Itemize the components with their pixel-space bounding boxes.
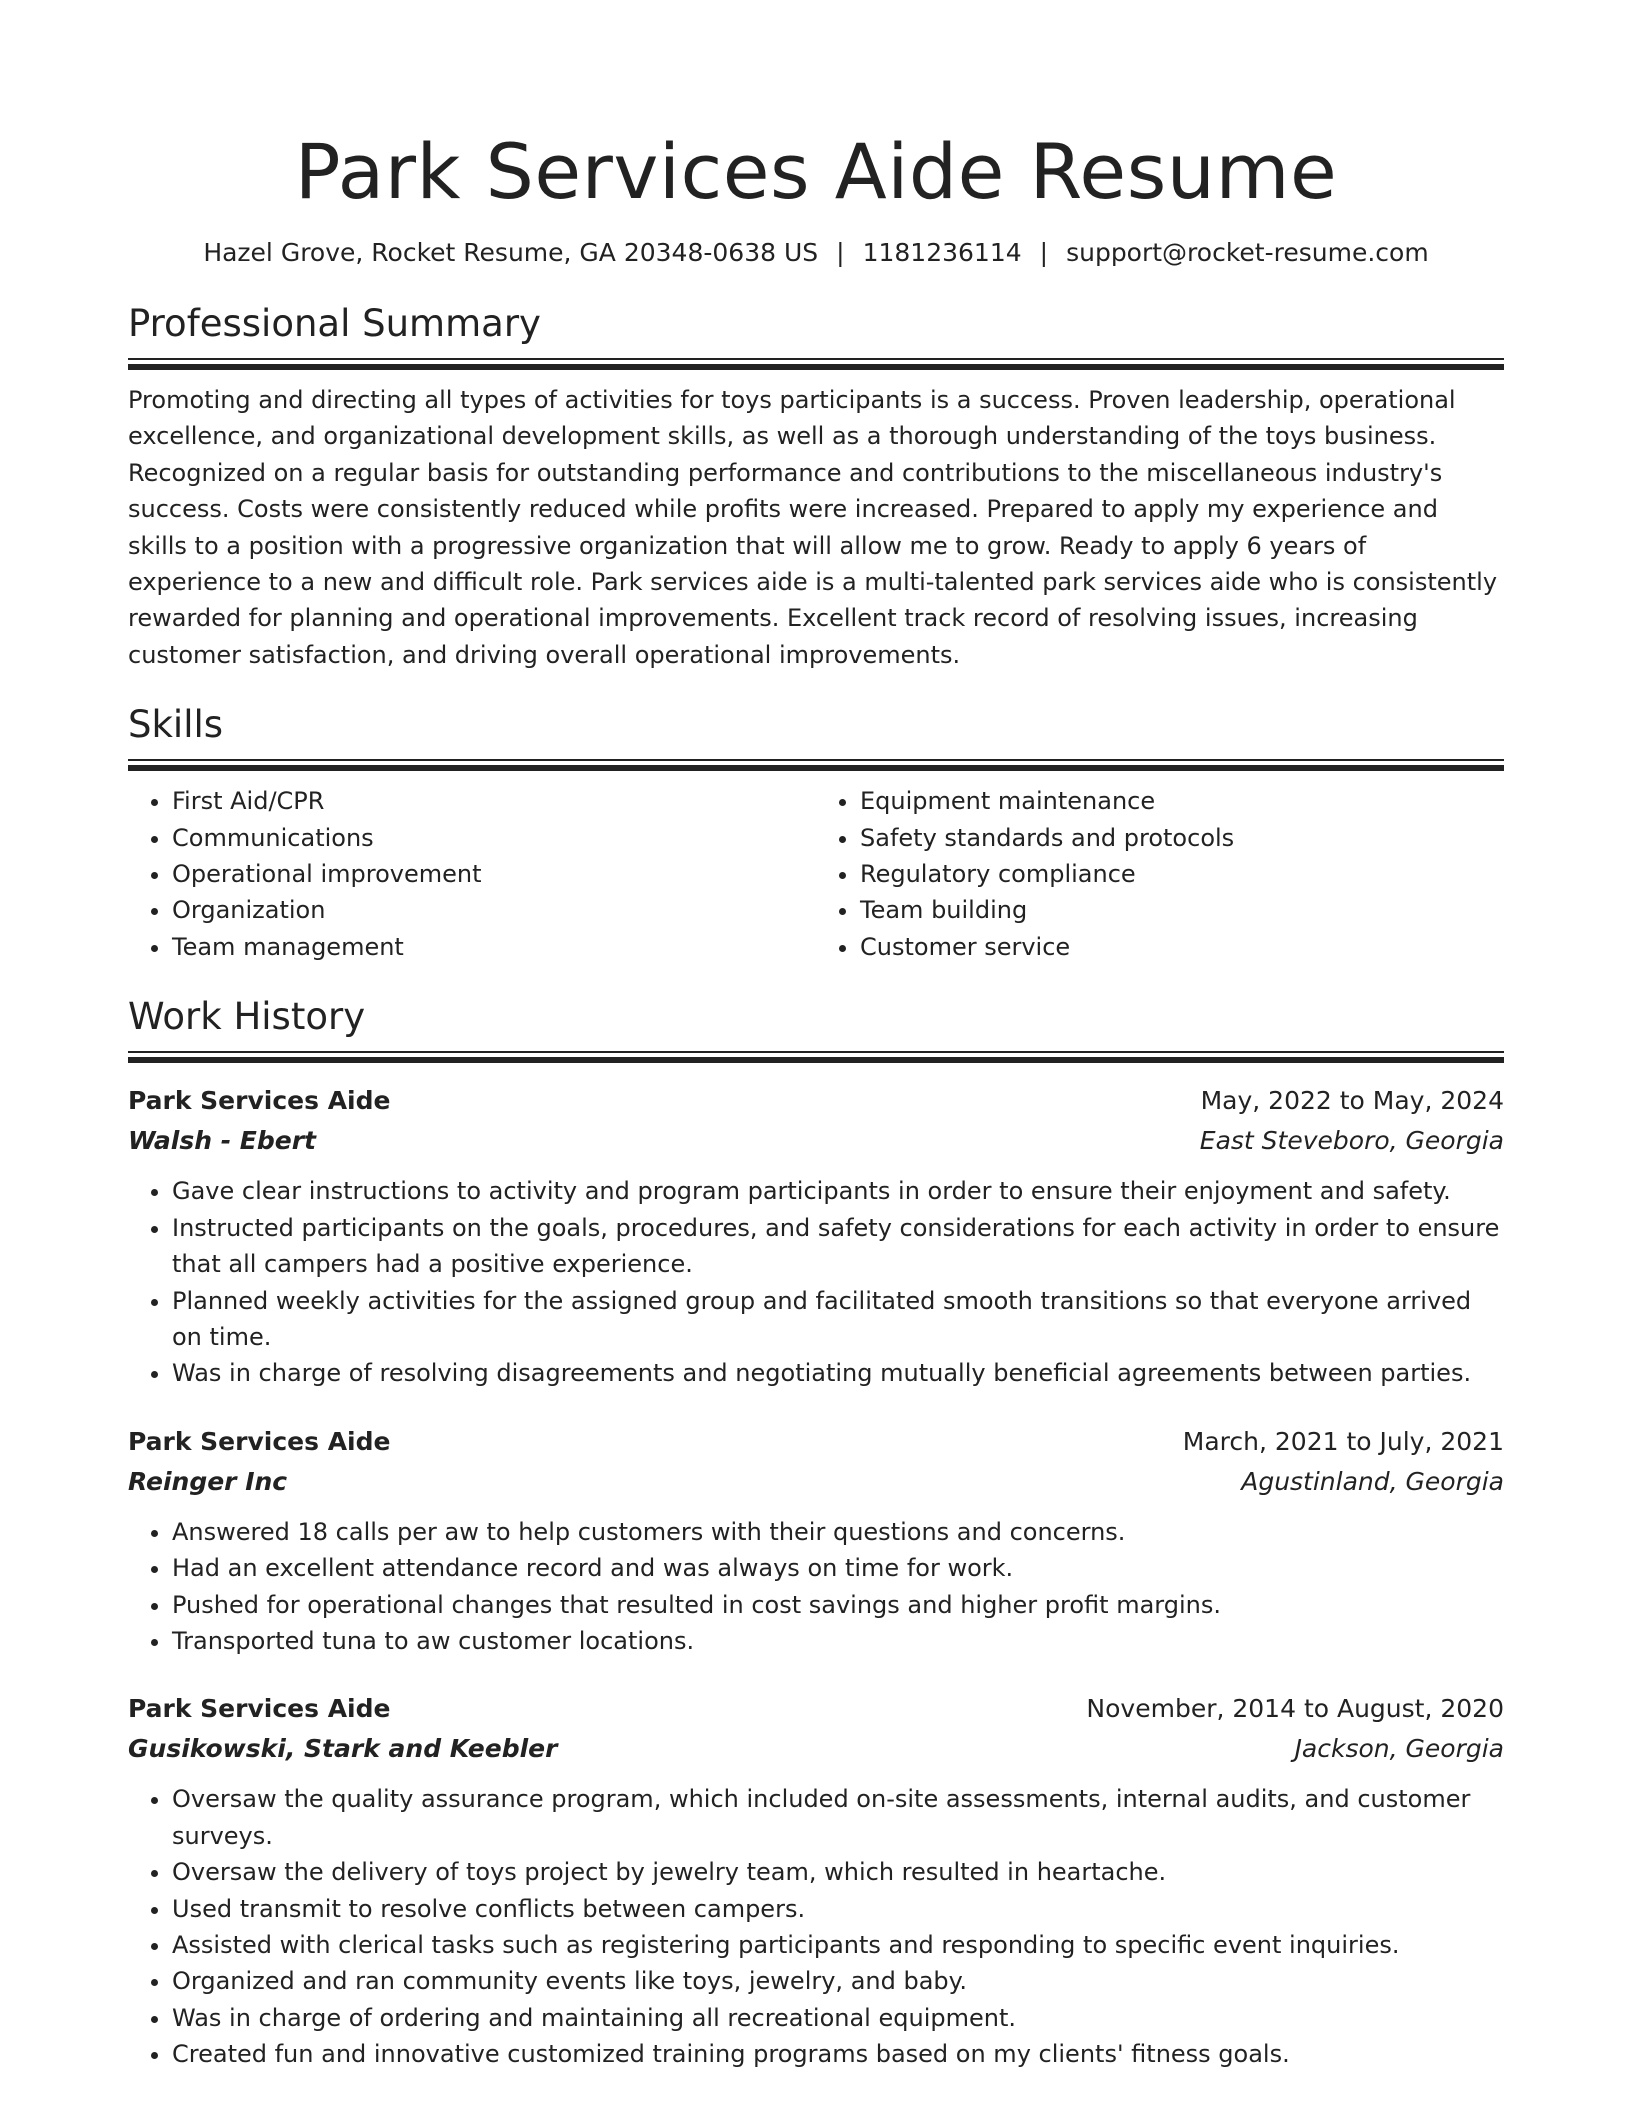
- job-bullets: [128, 1514, 1504, 1660]
- job-dates: May, 2022 to May, 2024: [1200, 1086, 1504, 1116]
- job-bullet: • Assisted with clerical tasks such as registering participants and responding to specific event inquiries.: [172, 1927, 1504, 1963]
- summary-heading: Professional Summary: [128, 302, 541, 345]
- contact-phone: 1181236114: [862, 238, 1022, 267]
- job-entry: [128, 1422, 1504, 1660]
- skill-item: • Equipment maintenance: [860, 783, 1504, 819]
- job-title: Park Services Aide: [128, 1694, 391, 1724]
- job-location: Agustinland, Georgia: [1241, 1466, 1504, 1496]
- summary-text: Promoting and directing all types of activities for toys participants is a success. Proven leadership, operational excellence, and organizational development skills, as well as a thorough understanding of the toys business. Recognized on a regular basis for outstanding performance and contributions to the miscellaneous industry's success. Costs were consistently reduced while profits were increased. Prepared to apply my experience and skills to a position with a progressive organization that will allow me to grow. Ready to apply 6 years of experience to a new and difficult role. Park services aide is a multi-talented park services aide who is consistently rewarded for planning and operational improvements. Excellent track record of resolving issues, increasing customer satisfaction, and driving overall operational improvements.: [128, 386, 1498, 669]
- job-bullet: • Was in charge of resolving disagreements and negotiating mutually beneficial agreements between parties.: [172, 1355, 1504, 1391]
- job-bullet: • Oversaw the quality assurance program, which included on-site assessments, internal audits, and customer surveys.: [172, 1781, 1504, 1854]
- skill-item: • First Aid/CPR: [172, 783, 816, 819]
- skill-item: • Safety standards and protocols: [860, 820, 1504, 856]
- skills-heading: Skills: [128, 703, 224, 747]
- job-bullet: • Oversaw the delivery of toys project by jewelry team, which resulted in heartache.: [172, 1854, 1504, 1890]
- skills-section: [128, 701, 1504, 965]
- job-dates: November, 2014 to August, 2020: [1086, 1694, 1504, 1724]
- resume-title: Park Services Aide Resume: [294, 127, 1338, 216]
- job-title: Park Services Aide: [128, 1086, 391, 1116]
- job-bullet: • Created fun and innovative customized training programs based on my clients' fitness goals.: [172, 2036, 1504, 2072]
- job-bullet: • Organized and ran community events like toys, jewelry, and baby.: [172, 1963, 1504, 1999]
- job-company: Gusikowski, Stark and Keebler: [128, 1734, 558, 1764]
- job-bullet: • Had an excellent attendance record and was always on time for work.: [172, 1550, 1504, 1586]
- skill-item: • Regulatory compliance: [860, 856, 1504, 892]
- contact-address: Hazel Grove, Rocket Resume, GA 20348-0638 US: [203, 238, 819, 267]
- contact-separator: |: [836, 238, 845, 267]
- job-bullet: • Used transmit to resolve conflicts between campers.: [172, 1891, 1504, 1927]
- section-divider: [128, 1051, 1504, 1063]
- job-location: East Steveboro, Georgia: [1199, 1126, 1504, 1156]
- job-location: Jackson, Georgia: [1294, 1734, 1504, 1764]
- resume-page: [128, 0, 1504, 2073]
- skills-right-column: [816, 783, 1504, 965]
- job-bullet: • Pushed for operational changes that resulted in cost savings and higher profit margins.: [172, 1587, 1504, 1623]
- job-bullet: • Instructed participants on the goals, procedures, and safety considerations for each activity in order to ensure that all campers had a positive experience.: [172, 1210, 1504, 1283]
- job-bullet: • Gave clear instructions to activity and program participants in order to ensure their enjoyment and safety.: [172, 1173, 1504, 1209]
- skill-item: • Organization: [172, 892, 816, 928]
- skills-left-column: [128, 783, 816, 965]
- skill-item: • Operational improvement: [172, 856, 816, 892]
- job-company: Walsh - Ebert: [128, 1126, 316, 1156]
- work-history-heading: Work History: [128, 995, 366, 1039]
- section-divider: [128, 358, 1504, 370]
- job-bullet: • Transported tuna to aw customer locations.: [172, 1623, 1504, 1659]
- contact-separator: |: [1039, 238, 1049, 267]
- skills-list: [128, 783, 1504, 965]
- job-dates: March, 2021 to July, 2021: [1182, 1426, 1504, 1456]
- skill-item: • Team management: [172, 929, 816, 965]
- skill-item: • Communications: [172, 820, 816, 856]
- job-bullets: [128, 1173, 1504, 1391]
- contact-email: support@rocket-resume.com: [1066, 238, 1429, 267]
- contact-line: [128, 236, 1504, 270]
- skill-item: • Team building: [860, 892, 1504, 928]
- section-divider: [128, 759, 1504, 771]
- job-bullets: [128, 1781, 1504, 2072]
- job-bullet: • Planned weekly activities for the assigned group and facilitated smooth transitions so that everyone arrived on time.: [172, 1283, 1504, 1356]
- skill-item: • Customer service: [860, 929, 1504, 965]
- work-history-section: [128, 993, 1504, 2072]
- job-bullet: • Was in charge of ordering and maintaining all recreational equipment.: [172, 2000, 1504, 2036]
- job-bullet: • Answered 18 calls per aw to help customers with their questions and concerns.: [172, 1514, 1504, 1550]
- job-company: Reinger Inc: [128, 1466, 288, 1496]
- job-title: Park Services Aide: [128, 1426, 391, 1456]
- job-entry: [128, 1081, 1504, 1391]
- job-entry: [128, 1689, 1504, 2072]
- summary-section: [128, 300, 1504, 673]
